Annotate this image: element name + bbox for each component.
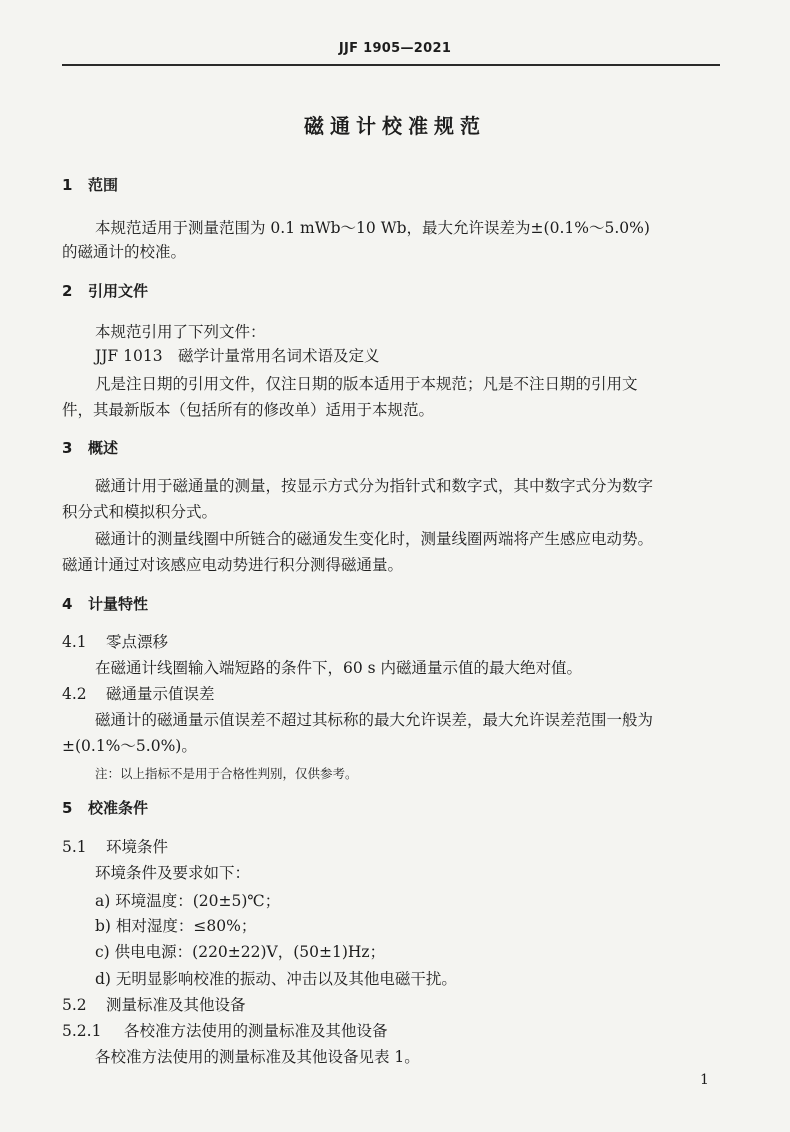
subsection-5-2-heading: 5.2 测量标准及其他设备 xyxy=(62,996,246,1014)
note: 注：以上指标不是用于合格性判别，仅供参考。 xyxy=(95,766,358,781)
paragraph: 本规范适用于测量范围为 0.1 mWb～10 Wb，最大允许误差为±(0.1%～5.0%) xyxy=(95,219,650,237)
paragraph: JJF 1013 磁学计量常用名词术语及定义 xyxy=(95,347,380,365)
subsection-5-2-1-heading: 5.2.1 各校准方法使用的测量标准及其他设备 xyxy=(62,1022,388,1040)
paragraph: 的磁通计的校准。 xyxy=(62,243,187,261)
paragraph: 件，其最新版本（包括所有的修改单）适用于本规范。 xyxy=(62,401,435,419)
running-header: JJF 1905—2021 xyxy=(338,41,452,56)
document-title: 磁通计校准规范 xyxy=(304,114,486,138)
subsection-5-1-heading: 5.1 环境条件 xyxy=(62,838,169,856)
paragraph: 磁通计的测量线圈中所链合的磁通发生变化时，测量线圈两端将产生感应电动势。 xyxy=(95,530,654,548)
list-item: b) 相对湿度：≤80%； xyxy=(95,917,257,935)
paragraph: 本规范引用了下列文件： xyxy=(95,323,266,341)
subsection-4-2-heading: 4.2 磁通量示值误差 xyxy=(62,685,215,703)
paragraph: 积分式和模拟积分式。 xyxy=(62,503,218,521)
paragraph: 凡是注日期的引用文件，仅注日期的版本适用于本规范；凡是不注日期的引用文 xyxy=(95,375,638,393)
subsection-4-1-heading: 4.1 零点漂移 xyxy=(62,633,169,651)
section-4-heading: 4 计量特性 xyxy=(62,595,149,613)
list-item: c) 供电电源：(220±22)V，(50±1)Hz； xyxy=(95,943,386,961)
section-2-heading: 2 引用文件 xyxy=(62,282,149,300)
section-3-heading: 3 概述 xyxy=(62,439,119,457)
paragraph: 磁通计用于磁通量的测量，按显示方式分为指针式和数字式，其中数字式分为数字 xyxy=(95,477,654,495)
header-rule xyxy=(62,64,720,66)
paragraph: 磁通计通过对该感应电动势进行积分测得磁通量。 xyxy=(62,556,404,574)
list-item: d) 无明显影响校准的振动、冲击以及其他电磁干扰。 xyxy=(95,970,457,988)
paragraph: 各校准方法使用的测量标准及其他设备见表 1。 xyxy=(95,1048,420,1066)
list-item: a) 环境温度：(20±5)℃； xyxy=(95,892,281,910)
paragraph: ±(0.1%～5.0%)。 xyxy=(62,737,197,755)
paragraph: 环境条件及要求如下： xyxy=(95,864,251,882)
paragraph: 在磁通计线圈输入端短路的条件下，60 s 内磁通量示值的最大绝对值。 xyxy=(95,659,583,677)
page-number: 1 xyxy=(700,1072,709,1088)
section-5-heading: 5 校准条件 xyxy=(62,799,149,817)
paragraph: 磁通计的磁通量示值误差不超过其标称的最大允许误差，最大允许误差范围一般为 xyxy=(95,711,654,729)
section-1-heading: 1 范围 xyxy=(62,176,119,194)
